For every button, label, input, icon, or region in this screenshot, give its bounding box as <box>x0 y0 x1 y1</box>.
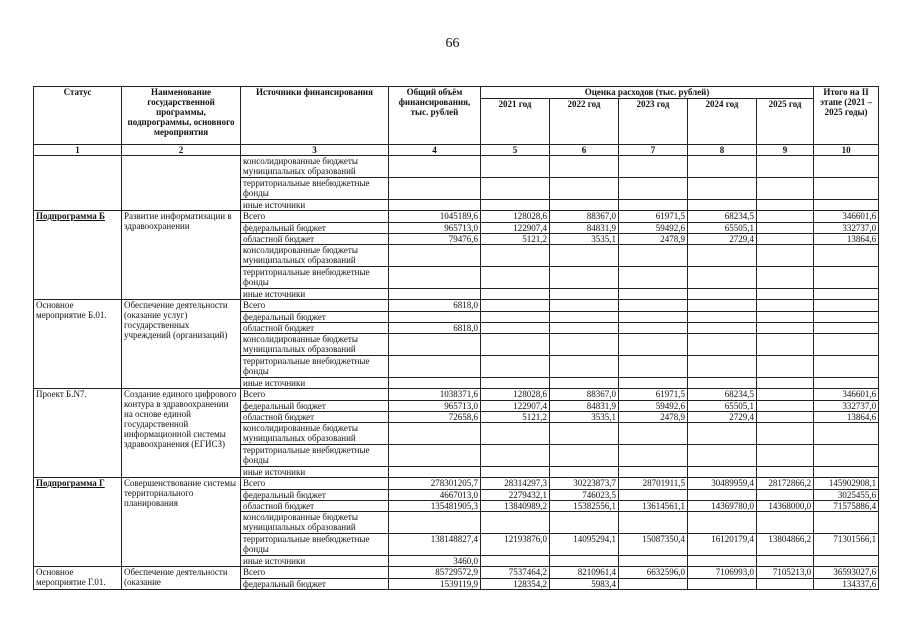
value-cell <box>814 378 879 389</box>
value-cell: 145902908,1 <box>814 478 879 490</box>
value-cell: 28701911,5 <box>619 478 688 490</box>
value-cell: 72658,6 <box>389 412 481 423</box>
value-cell: 2279432,1 <box>481 490 550 501</box>
value-cell <box>688 579 757 590</box>
column-number: 3 <box>241 145 389 156</box>
value-cell: 15382556,1 <box>550 501 619 512</box>
status-cell: Основное мероприятие Б.01. <box>34 300 122 389</box>
value-cell <box>688 312 757 323</box>
value-cell <box>688 300 757 312</box>
value-cell: 59492,6 <box>619 223 688 234</box>
funding-source-cell: федеральный бюджет <box>241 401 389 412</box>
value-cell: 14095294,1 <box>550 534 619 556</box>
header-estimate: Оценка расходов (тыс. рублей) <box>481 87 814 99</box>
header-stage-total: Итого на II этапе (2021 – 2025 годы) <box>814 87 879 145</box>
value-cell: 7105213,0 <box>757 567 814 579</box>
value-cell <box>481 378 550 389</box>
value-cell <box>619 334 688 356</box>
program-name-cell: Развитие информатизации в здравоохранении <box>122 211 241 300</box>
value-cell <box>757 423 814 445</box>
value-cell <box>757 378 814 389</box>
funding-source-cell: консолидированные бюджеты муниципальных образований <box>241 334 389 356</box>
value-cell <box>481 356 550 378</box>
table-row <box>34 211 879 223</box>
value-cell <box>481 156 550 178</box>
value-cell <box>481 556 550 567</box>
value-cell <box>389 512 481 534</box>
value-cell: 65505,1 <box>688 401 757 412</box>
value-cell: 2478,9 <box>619 412 688 423</box>
column-number: 8 <box>688 145 757 156</box>
value-cell <box>619 200 688 211</box>
value-cell: 7537464,2 <box>481 567 550 579</box>
value-cell: 5983,4 <box>550 579 619 590</box>
value-cell <box>757 579 814 590</box>
value-cell: 122907,4 <box>481 223 550 234</box>
value-cell <box>550 334 619 356</box>
value-cell <box>389 289 481 300</box>
value-cell <box>550 356 619 378</box>
funding-source-cell: территориальные внебюджетные фонды <box>241 178 389 200</box>
value-cell <box>619 512 688 534</box>
value-cell: 6632596,0 <box>619 567 688 579</box>
funding-source-cell: территориальные внебюджетные фонды <box>241 534 389 556</box>
value-cell <box>389 178 481 200</box>
value-cell <box>389 156 481 178</box>
funding-source-cell: Всего <box>241 389 389 401</box>
column-number: 9 <box>757 145 814 156</box>
value-cell: 135481905,3 <box>389 501 481 512</box>
value-cell <box>757 245 814 267</box>
column-number: 6 <box>550 145 619 156</box>
value-cell <box>814 200 879 211</box>
value-cell <box>481 289 550 300</box>
value-cell: 965713,0 <box>389 401 481 412</box>
funding-source-cell: федеральный бюджет <box>241 223 389 234</box>
value-cell <box>619 467 688 478</box>
value-cell: 128354,2 <box>481 579 550 590</box>
value-cell <box>757 300 814 312</box>
value-cell <box>550 245 619 267</box>
value-cell: 6818,0 <box>389 300 481 312</box>
value-cell: 3460,0 <box>389 556 481 567</box>
funding-source-cell: областной бюджет <box>241 234 389 245</box>
value-cell: 3535,1 <box>550 412 619 423</box>
value-cell <box>389 356 481 378</box>
value-cell: 13864,6 <box>814 412 879 423</box>
program-name-cell: Создание единого цифрового контура в здравоохранении на основе единой государственной информационной системы здравоохранения (ЕГИСЗ) <box>122 389 241 478</box>
value-cell: 84831,9 <box>550 223 619 234</box>
column-number: 1 <box>34 145 122 156</box>
value-cell <box>389 378 481 389</box>
funding-source-cell: Всего <box>241 567 389 579</box>
header-status: Статус <box>34 87 122 145</box>
value-cell: 84831,9 <box>550 401 619 412</box>
value-cell <box>757 490 814 501</box>
value-cell <box>389 200 481 211</box>
value-cell <box>619 423 688 445</box>
value-cell <box>619 267 688 289</box>
funding-source-cell: консолидированные бюджеты муниципальных образований <box>241 245 389 267</box>
value-cell: 71301566,1 <box>814 534 879 556</box>
value-cell <box>550 300 619 312</box>
value-cell <box>619 579 688 590</box>
value-cell <box>688 445 757 467</box>
value-cell <box>814 445 879 467</box>
value-cell <box>481 200 550 211</box>
value-cell <box>550 178 619 200</box>
value-cell <box>481 300 550 312</box>
value-cell <box>688 289 757 300</box>
value-cell <box>814 156 879 178</box>
value-cell: 7106993,0 <box>688 567 757 579</box>
value-cell: 1539119,9 <box>389 579 481 590</box>
value-cell: 5121,2 <box>481 412 550 423</box>
value-cell <box>481 323 550 334</box>
value-cell <box>688 200 757 211</box>
value-cell <box>814 267 879 289</box>
value-cell <box>619 312 688 323</box>
value-cell <box>481 245 550 267</box>
value-cell: 128028,6 <box>481 211 550 223</box>
value-cell: 5121,2 <box>481 234 550 245</box>
value-cell <box>389 467 481 478</box>
value-cell <box>757 200 814 211</box>
value-cell: 746023,5 <box>550 490 619 501</box>
program-name-cell: Совершенствование системы территориального планирования <box>122 478 241 567</box>
column-number: 10 <box>814 145 879 156</box>
value-cell <box>389 312 481 323</box>
value-cell <box>481 178 550 200</box>
value-cell <box>619 300 688 312</box>
value-cell <box>481 467 550 478</box>
value-cell <box>757 234 814 245</box>
value-cell: 4667013,0 <box>389 490 481 501</box>
value-cell <box>757 156 814 178</box>
column-number: 7 <box>619 145 688 156</box>
value-cell: 14368000,0 <box>757 501 814 512</box>
value-cell <box>619 445 688 467</box>
column-number: 4 <box>389 145 481 156</box>
value-cell: 14369780,0 <box>688 501 757 512</box>
value-cell <box>814 289 879 300</box>
value-cell <box>550 267 619 289</box>
value-cell <box>481 423 550 445</box>
value-cell: 59492,6 <box>619 401 688 412</box>
header-2025: 2025 год <box>757 99 814 145</box>
value-cell <box>757 178 814 200</box>
funding-source-cell: Всего <box>241 478 389 490</box>
value-cell <box>619 245 688 267</box>
value-cell: 13864,6 <box>814 234 879 245</box>
value-cell: 13614561,1 <box>619 501 688 512</box>
value-cell <box>688 156 757 178</box>
funding-source-cell: областной бюджет <box>241 412 389 423</box>
value-cell: 16120179,4 <box>688 534 757 556</box>
value-cell <box>757 467 814 478</box>
value-cell <box>688 378 757 389</box>
page-number: 66 <box>445 36 460 51</box>
funding-source-cell: федеральный бюджет <box>241 312 389 323</box>
funding-source-cell: консолидированные бюджеты муниципальных образований <box>241 156 389 178</box>
value-cell: 2729,4 <box>688 234 757 245</box>
value-cell: 6818,0 <box>389 323 481 334</box>
table-body <box>34 156 879 590</box>
value-cell: 13804866,2 <box>757 534 814 556</box>
column-number-row <box>34 145 879 156</box>
value-cell <box>757 389 814 401</box>
value-cell <box>814 334 879 356</box>
value-cell <box>814 356 879 378</box>
value-cell: 88367,0 <box>550 389 619 401</box>
value-cell: 346601,6 <box>814 389 879 401</box>
value-cell: 1038371,6 <box>389 389 481 401</box>
value-cell <box>814 323 879 334</box>
value-cell <box>481 334 550 356</box>
funding-source-cell: иные источники <box>241 289 389 300</box>
value-cell <box>688 178 757 200</box>
value-cell <box>619 490 688 501</box>
value-cell: 1045189,6 <box>389 211 481 223</box>
status-cell: Основное мероприятие Г.01. <box>34 567 122 590</box>
status-cell: Проект Б.N7. <box>34 389 122 478</box>
funding-source-cell: иные источники <box>241 467 389 478</box>
value-cell: 138148827,4 <box>389 534 481 556</box>
value-cell: 2729,4 <box>688 412 757 423</box>
value-cell <box>550 556 619 567</box>
value-cell <box>550 378 619 389</box>
funding-source-cell: Всего <box>241 211 389 223</box>
value-cell <box>481 312 550 323</box>
value-cell <box>688 334 757 356</box>
value-cell: 61971,5 <box>619 389 688 401</box>
value-cell: 85729572,9 <box>389 567 481 579</box>
value-cell <box>619 178 688 200</box>
value-cell: 122907,4 <box>481 401 550 412</box>
value-cell: 15087350,4 <box>619 534 688 556</box>
value-cell: 28314297,3 <box>481 478 550 490</box>
value-cell: 65505,1 <box>688 223 757 234</box>
value-cell <box>619 378 688 389</box>
value-cell <box>757 267 814 289</box>
value-cell: 134337,6 <box>814 579 879 590</box>
value-cell <box>757 334 814 356</box>
value-cell <box>619 323 688 334</box>
value-cell <box>389 245 481 267</box>
program-name-cell: Обеспечение деятельности (оказание <box>122 567 241 590</box>
value-cell <box>814 556 879 567</box>
value-cell: 346601,6 <box>814 211 879 223</box>
value-cell <box>814 300 879 312</box>
value-cell <box>688 556 757 567</box>
table-row <box>34 156 879 178</box>
value-cell <box>757 356 814 378</box>
value-cell: 30489959,4 <box>688 478 757 490</box>
value-cell: 68234,5 <box>688 211 757 223</box>
program-name-cell: Обеспечение деятельности (оказание услуг) государственных учреждений (организаций) <box>122 300 241 389</box>
value-cell <box>757 312 814 323</box>
header-2023: 2023 год <box>619 99 688 145</box>
value-cell <box>550 323 619 334</box>
status-cell <box>34 156 122 211</box>
table-row <box>34 567 879 579</box>
value-cell <box>389 445 481 467</box>
value-cell <box>550 289 619 300</box>
value-cell <box>757 323 814 334</box>
funding-source-cell: консолидированные бюджеты муниципальных образований <box>241 512 389 534</box>
table-row <box>34 300 879 312</box>
value-cell <box>688 267 757 289</box>
column-number: 2 <box>122 145 241 156</box>
header-2021: 2021 год <box>481 99 550 145</box>
value-cell <box>550 423 619 445</box>
header-sources: Источники финансирования <box>241 87 389 145</box>
value-cell <box>757 412 814 423</box>
value-cell <box>481 512 550 534</box>
value-cell <box>757 556 814 567</box>
funding-source-cell: областной бюджет <box>241 323 389 334</box>
status-cell: Подпрограмма Г <box>34 478 122 567</box>
value-cell <box>757 512 814 534</box>
value-cell <box>389 423 481 445</box>
value-cell <box>757 445 814 467</box>
value-cell <box>619 356 688 378</box>
funding-source-cell: территориальные внебюджетные фонды <box>241 356 389 378</box>
value-cell <box>757 211 814 223</box>
value-cell <box>619 156 688 178</box>
header-total: Общий объём финансирования, тыс. рублей <box>389 87 481 145</box>
value-cell <box>814 423 879 445</box>
value-cell <box>619 556 688 567</box>
value-cell: 128028,6 <box>481 389 550 401</box>
value-cell <box>814 467 879 478</box>
value-cell <box>550 312 619 323</box>
value-cell <box>550 156 619 178</box>
header-name: Наименование государственной программы, подпрограммы, основного мероприятия <box>122 87 241 145</box>
table-row <box>34 478 879 490</box>
value-cell: 12193876,0 <box>481 534 550 556</box>
funding-source-cell: территориальные внебюджетные фонды <box>241 445 389 467</box>
value-cell: 36593027,6 <box>814 567 879 579</box>
value-cell <box>688 323 757 334</box>
value-cell <box>688 423 757 445</box>
value-cell <box>550 200 619 211</box>
value-cell: 13840989,2 <box>481 501 550 512</box>
funding-source-cell: иные источники <box>241 556 389 567</box>
value-cell <box>688 467 757 478</box>
funding-source-cell: консолидированные бюджеты муниципальных образований <box>241 423 389 445</box>
value-cell <box>757 223 814 234</box>
value-cell: 8210961,4 <box>550 567 619 579</box>
value-cell <box>757 401 814 412</box>
value-cell: 2478,9 <box>619 234 688 245</box>
value-cell: 3535,1 <box>550 234 619 245</box>
value-cell: 965713,0 <box>389 223 481 234</box>
program-name-cell <box>122 156 241 211</box>
value-cell <box>814 512 879 534</box>
funding-table <box>33 86 879 590</box>
value-cell: 3025455,6 <box>814 490 879 501</box>
funding-source-cell: федеральный бюджет <box>241 490 389 501</box>
table-row <box>34 389 879 401</box>
header-2022: 2022 год <box>550 99 619 145</box>
value-cell: 68234,5 <box>688 389 757 401</box>
value-cell: 30223873,7 <box>550 478 619 490</box>
value-cell <box>688 356 757 378</box>
value-cell: 61971,5 <box>619 211 688 223</box>
value-cell <box>550 512 619 534</box>
value-cell <box>814 245 879 267</box>
funding-source-cell: федеральный бюджет <box>241 579 389 590</box>
value-cell <box>757 289 814 300</box>
value-cell: 332737,0 <box>814 401 879 412</box>
funding-source-cell: Всего <box>241 300 389 312</box>
value-cell <box>550 467 619 478</box>
value-cell: 71575886,4 <box>814 501 879 512</box>
value-cell <box>550 445 619 467</box>
value-cell <box>688 490 757 501</box>
value-cell: 79476,6 <box>389 234 481 245</box>
value-cell <box>688 245 757 267</box>
value-cell: 278301205,7 <box>389 478 481 490</box>
value-cell <box>481 267 550 289</box>
value-cell: 28172866,2 <box>757 478 814 490</box>
value-cell: 88367,0 <box>550 211 619 223</box>
funding-source-cell: иные источники <box>241 200 389 211</box>
value-cell <box>389 334 481 356</box>
value-cell <box>814 312 879 323</box>
column-number: 5 <box>481 145 550 156</box>
value-cell <box>688 512 757 534</box>
value-cell <box>814 178 879 200</box>
funding-source-cell: территориальные внебюджетные фонды <box>241 267 389 289</box>
value-cell <box>481 445 550 467</box>
header-2024: 2024 год <box>688 99 757 145</box>
value-cell <box>389 267 481 289</box>
status-cell: Подпрограмма Б <box>34 211 122 300</box>
funding-source-cell: областной бюджет <box>241 501 389 512</box>
value-cell <box>619 289 688 300</box>
funding-source-cell: иные источники <box>241 378 389 389</box>
value-cell: 332737,0 <box>814 223 879 234</box>
